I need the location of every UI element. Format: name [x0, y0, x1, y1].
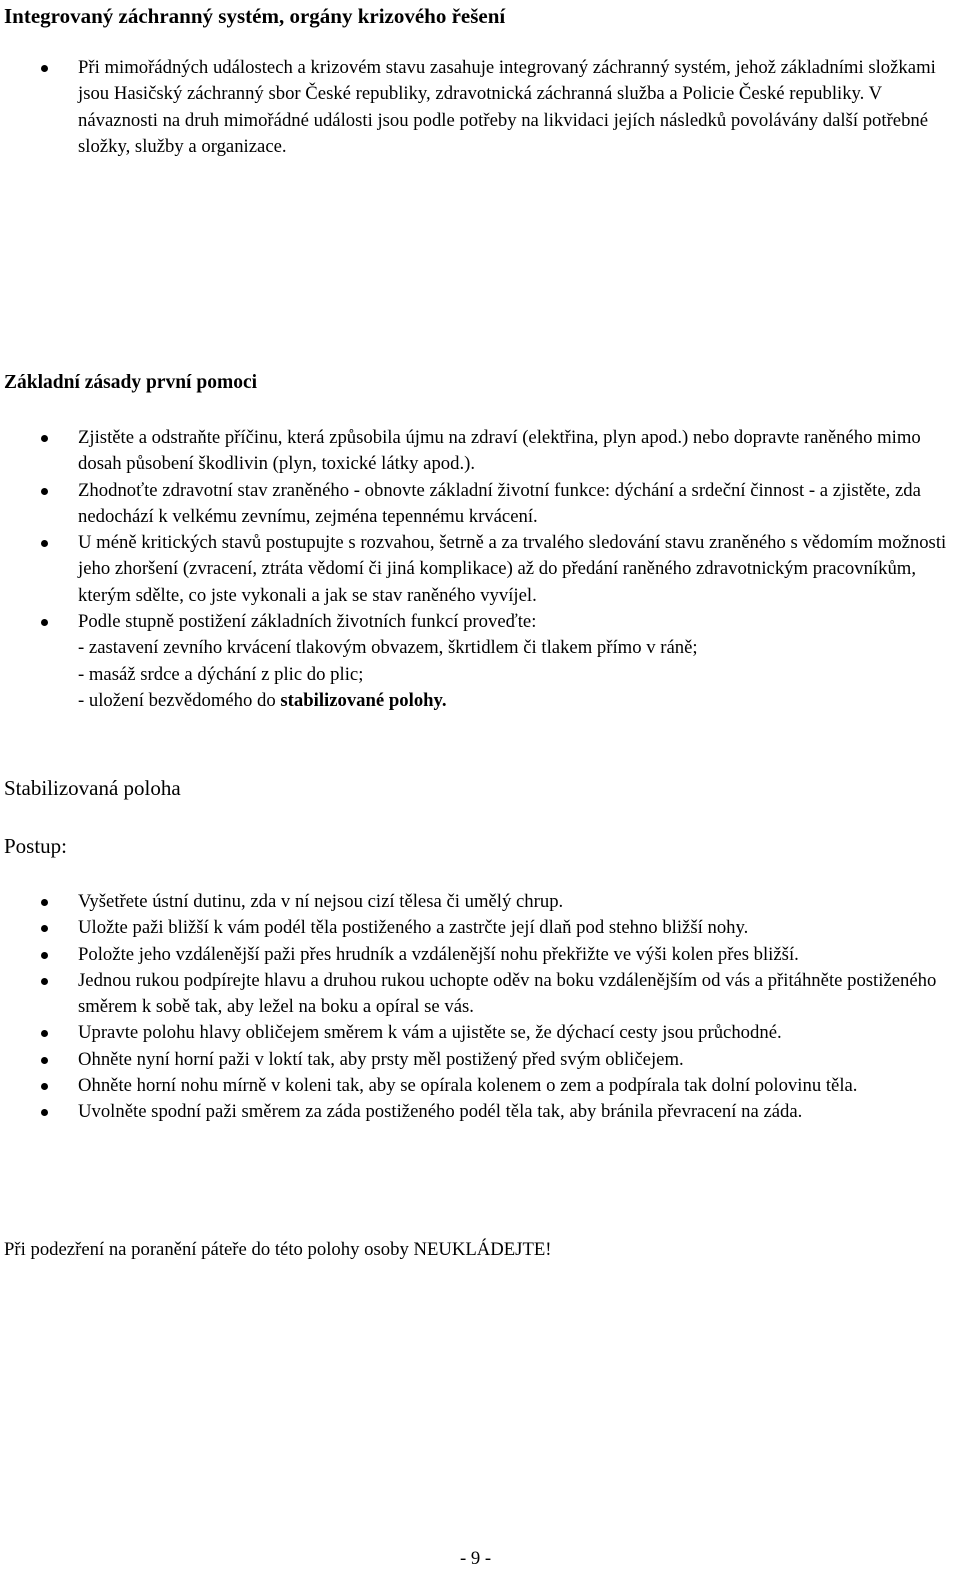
list-item: [4, 942, 954, 968]
list-item-text: Zhodnoťte zdravotní stav zraněného - obnovte základní životní funkce: dýchání a srdeční činnost - a zjistěte, zda nedochází k velkému zevnímu, zejména tepennému krvácení.: [78, 479, 921, 527]
list-item: [4, 889, 954, 915]
vital-line: - masáž srdce a dýchání z plic do plic;: [78, 663, 364, 685]
list-item-text: Zjistěte a odstraňte příčinu, která způsobila újmu na zdraví (elektřina, plyn apod.) nebo dopravte raněného mimo dosah působení škodlivin (plyn, toxické látky apod.).: [78, 427, 921, 475]
procedure-list: [4, 889, 954, 1126]
irs-heading: Integrovaný záchranný systém, orgány krizového řešení: [4, 4, 506, 28]
list-item: [4, 1073, 954, 1099]
bullet-icon: [41, 619, 48, 626]
stable-position-emphasis: stabilizované polohy: [280, 689, 442, 711]
vital-line: [78, 688, 954, 714]
list-item-text: Ohněte horní nohu mírně v koleni tak, aby se opírala kolenem o zem a podpírala tak dolní polovinu těla.: [78, 1075, 858, 1097]
first-aid-heading: Základní zásady první pomoci: [4, 372, 258, 393]
procedure-heading: Postup:: [4, 834, 68, 858]
bullet-icon: [41, 978, 48, 985]
bullet-icon: [41, 540, 48, 547]
list-item: [4, 968, 954, 1021]
bullet-icon: [41, 1083, 48, 1090]
list-item-text: Uložte paži bližší k vám podél těla postiženého a zastrčte její dlaň pod stehno bližší nohy.: [78, 917, 749, 939]
bullet-icon: [41, 488, 48, 495]
list-item: [4, 609, 954, 714]
list-item-text: U méně kritických stavů postupujte s rozvahou, šetrně a za trvalého sledování stavu zraněného s vědomím možnosti jeho zhoršení (zvracení, ztráta vědomí či jiná komplikace) až do předání raněného zdravotnickým pracovníkům, kterým sdělte, co jste vykonali a jak se stav raněného vyvíjel.: [78, 532, 947, 606]
list-item: [4, 1099, 954, 1125]
bullet-icon: [41, 1030, 48, 1037]
bullet-icon: [41, 925, 48, 932]
vital-line-prefix: - uložení bezvědomého do: [78, 689, 281, 711]
list-item: [4, 478, 954, 531]
list-item: [4, 915, 954, 941]
list-item: [4, 55, 954, 160]
bullet-icon: [41, 435, 48, 442]
list-item: [4, 425, 954, 478]
bullet-icon: [41, 65, 48, 72]
list-item-text: Jednou rukou podpírejte hlavu a druhou rukou uchopte oděv na boku vzdálenějším od vás a přitáhněte postiženého směrem k sobě tak, aby ležel na boku a opíral se vás.: [78, 969, 937, 1018]
list-item: [4, 1020, 954, 1046]
list-item-text: Ohněte nyní horní paži v loktí tak, aby prsty měl postižený před svým obličejem.: [78, 1048, 684, 1070]
spine-warning: Při podezření na poranění páteře do této polohy osoby NEUKLÁDEJTE!: [4, 1239, 552, 1260]
vital-intro: Podle stupně postižení základních životních funkcí proveďte:: [78, 611, 537, 633]
list-item-text: Vyšetřete ústní dutinu, zda v ní nejsou cizí tělesa či umělý chrup.: [78, 891, 564, 912]
page-number: - 9 -: [460, 1548, 492, 1569]
list-item-text: Uvolněte spodní paži směrem za záda postiženého podél těla tak, aby bránila převracení na záda.: [78, 1101, 803, 1123]
stable-position-heading: Stabilizovaná poloha: [4, 776, 181, 800]
list-item: [4, 1047, 954, 1073]
list-item: [4, 530, 954, 609]
list-item-text: Při mimořádných událostech a krizovém stavu zasahuje integrovaný záchranný systém, jehož základními složkami jsou Hasičský záchranný sbor České republiky, zdravotnická záchranná služba a Policie České republiky. V návaznosti na druh mimořádné události jsou podle potřeby na likvidaci jejích následků povolávány další potřebné složky, služby a organizace.: [78, 57, 936, 157]
list-item-text: Položte jeho vzdálenější paži přes hrudník a vzdálenější nohu překřižte ve výši kolen přes bližší.: [78, 943, 799, 965]
bullet-icon: [41, 1109, 48, 1116]
bullet-icon: [41, 899, 48, 906]
list-item-text: Upravte polohu hlavy obličejem směrem k vám a ujistěte se, že dýchací cesty jsou průchodné.: [78, 1022, 782, 1044]
vital-line: - zastavení zevního krvácení tlakovým obvazem, škrtidlem či tlakem přímo v ráně;: [78, 637, 698, 659]
vital-line-suffix: .: [441, 689, 447, 711]
bullet-icon: [41, 952, 48, 959]
first-aid-list: [4, 425, 954, 714]
bullet-icon: [41, 1057, 48, 1064]
irs-list: [4, 55, 954, 160]
